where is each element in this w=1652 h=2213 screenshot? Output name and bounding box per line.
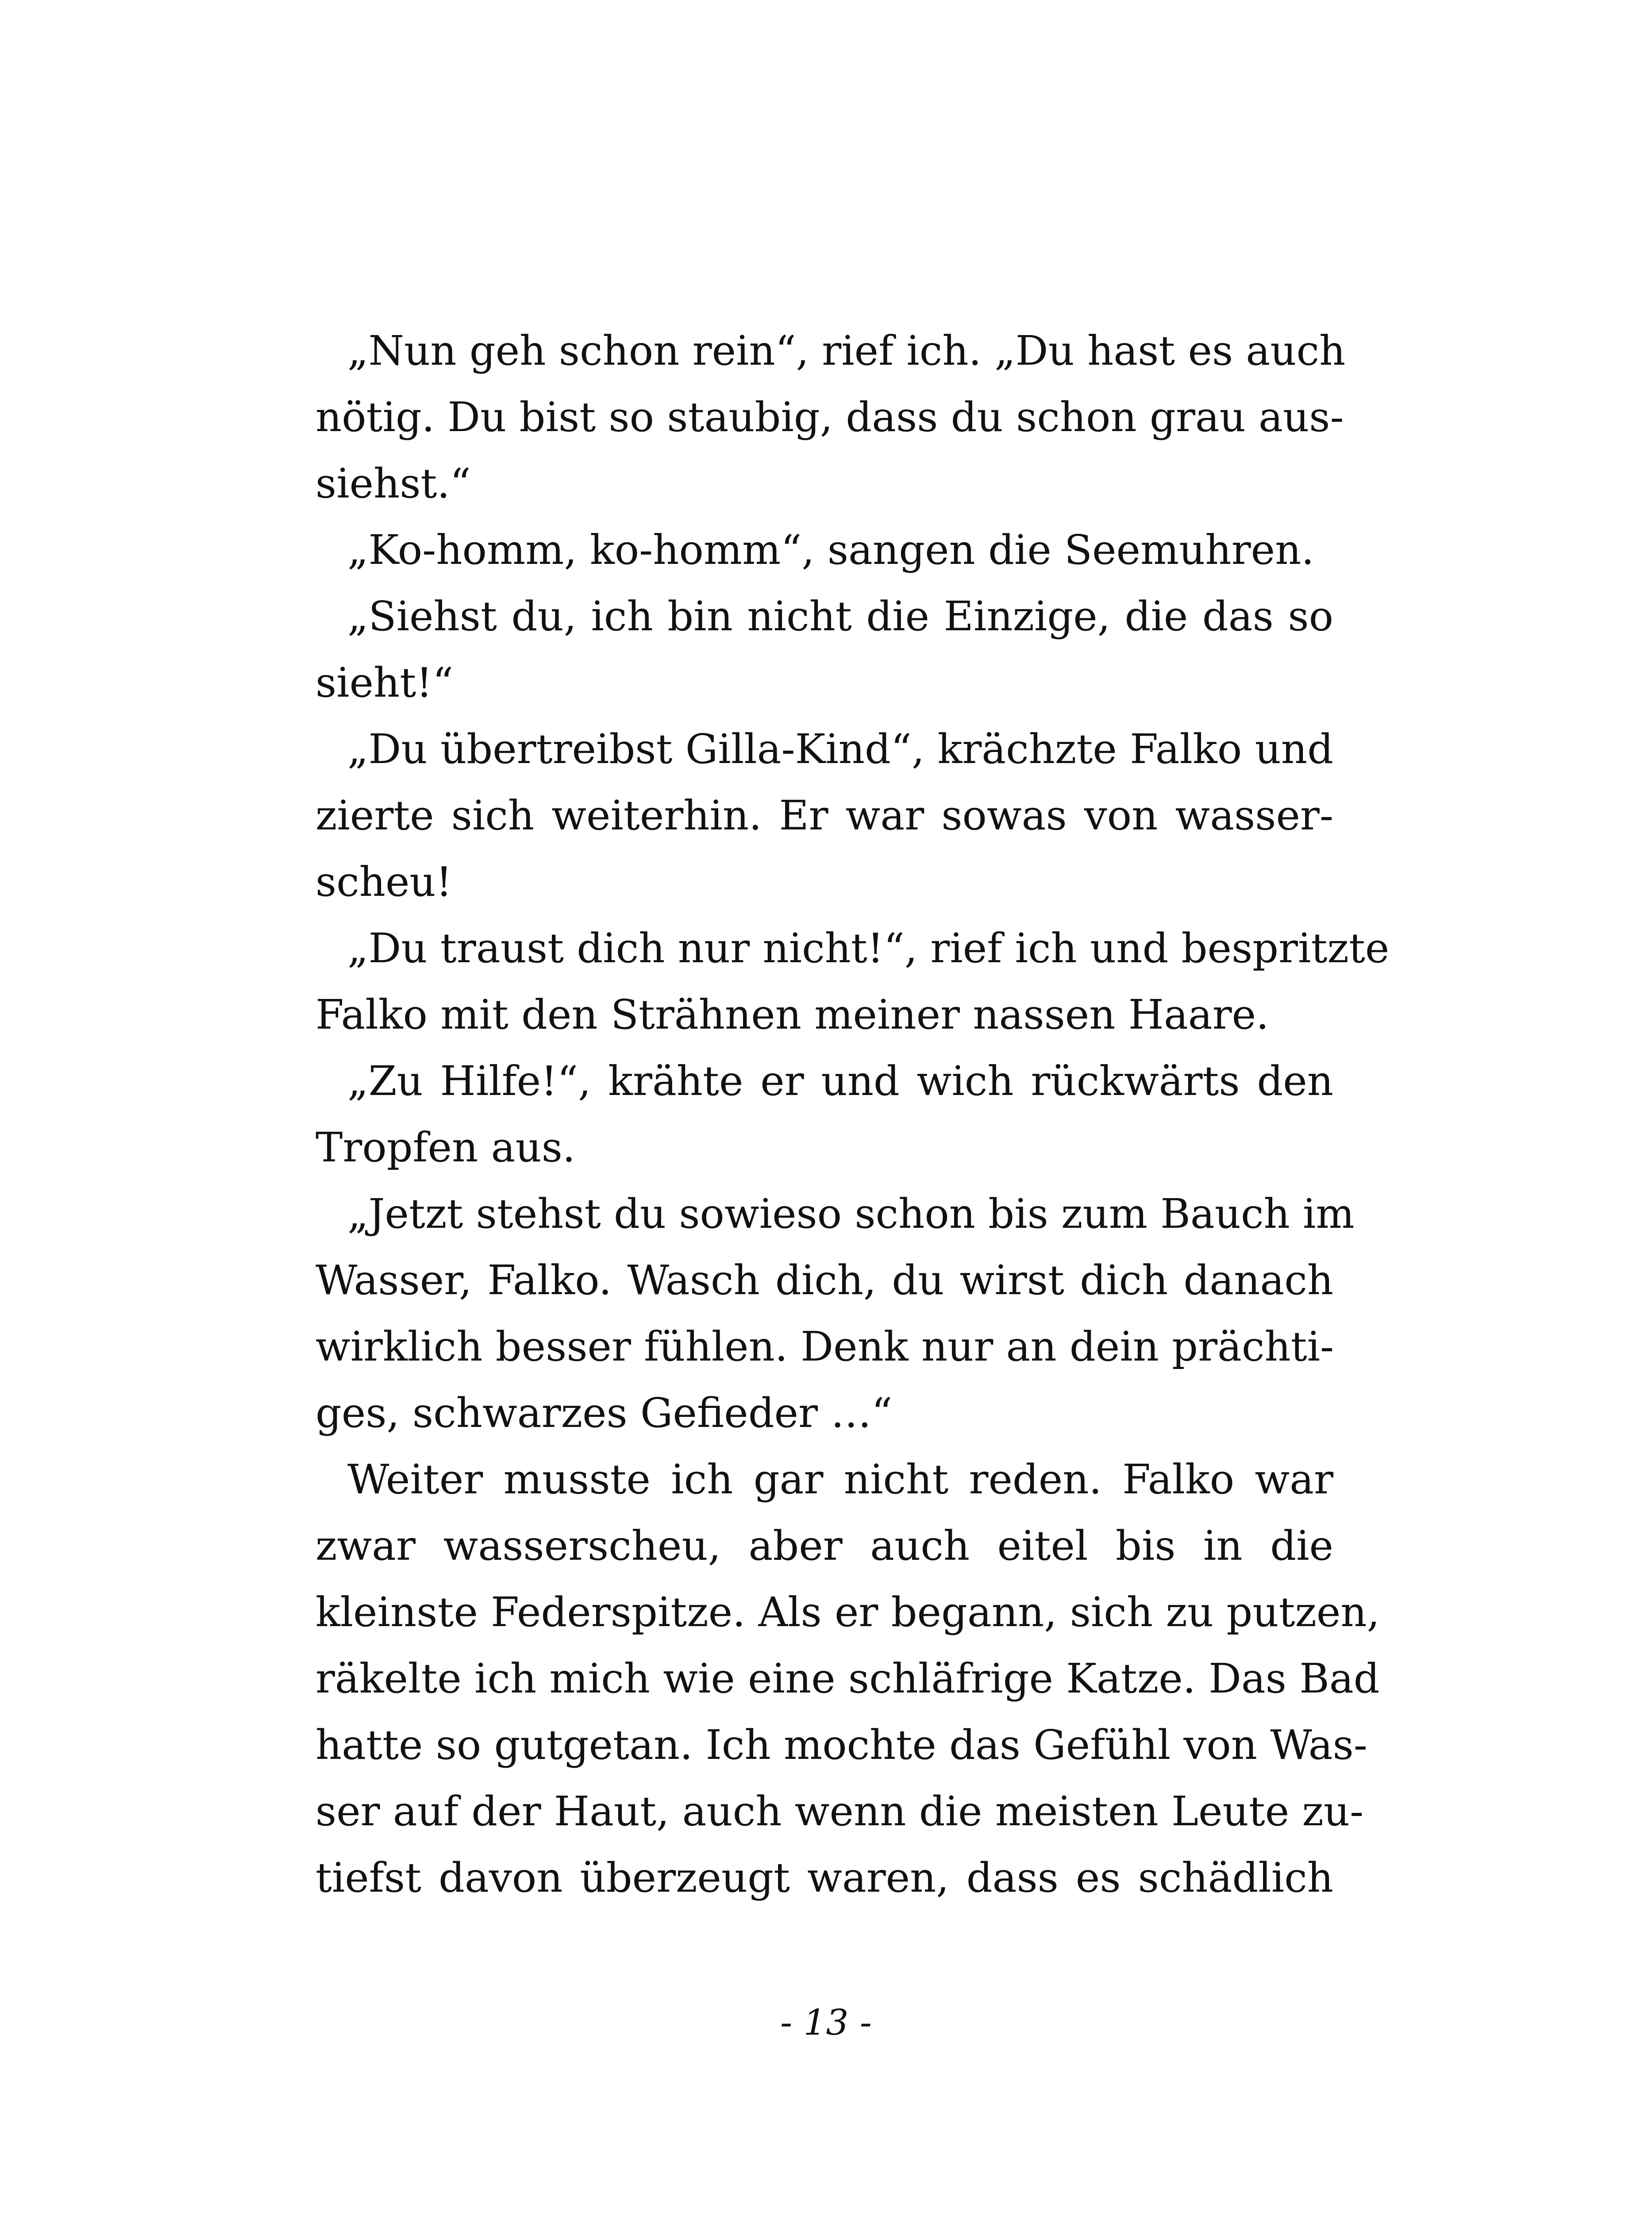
text-line: zierte sich weiterhin. Er war sowas von wasser-	[316, 792, 1333, 839]
text-line: „Jetzt stehst du sowieso schon bis zum Bauch im	[347, 1190, 1355, 1238]
page-number: - 13 -	[780, 2002, 872, 2043]
text-line: scheu!	[316, 858, 452, 906]
text-line: „Nun geh schon rein“, rief ich. „Du hast es auch	[347, 327, 1346, 374]
text-line: „Du traust dich nur nicht!“, rief ich und bespritzte	[347, 925, 1390, 972]
text-line: Wasser, Falko. Wasch dich, du wirst dich danach	[316, 1257, 1333, 1304]
text-line: „Du übertreibst Gilla-Kind“, krächzte Falko und	[347, 725, 1333, 773]
text-line: nötig. Du bist so staubig, dass du schon grau aus-	[316, 393, 1344, 441]
text-line: zwar wasserscheu, aber auch eitel bis in die	[316, 1522, 1333, 1569]
text-line: ser auf der Haut, auch wenn die meisten Leute zu-	[316, 1788, 1364, 1835]
text-line: sieht!“	[316, 659, 454, 706]
text-line: siehst.“	[316, 460, 471, 507]
text-line: Falko mit den Strähnen meiner nassen Haare.	[316, 991, 1269, 1038]
text-line: Weiter musste ich gar nicht reden. Falko war	[347, 1456, 1333, 1503]
text-line: tiefst davon überzeugt waren, dass es schädlich	[316, 1854, 1333, 1901]
text-line: kleinste Federspitze. Als er begann, sich zu putzen,	[316, 1588, 1380, 1636]
text-line: ges, schwarzes Gefieder …“	[316, 1389, 893, 1437]
text-line: wirklich besser fühlen. Denk nur an dein prächti-	[316, 1323, 1334, 1370]
text-line: „Zu Hilfe!“, krähte er und wich rückwärts den	[347, 1057, 1333, 1105]
text-line: hatte so gutgetan. Ich mochte das Gefühl von Was-	[316, 1721, 1367, 1769]
text-line: „Siehst du, ich bin nicht die Einzige, die das so	[347, 593, 1333, 640]
text-line: räkelte ich mich wie eine schläfrige Katze. Das Bad	[316, 1655, 1380, 1702]
text-line: Tropfen aus.	[316, 1124, 576, 1171]
text-line: „Ko-homm, ko-homm“, sangen die Seemuhren.	[347, 526, 1314, 574]
body-text	[316, 318, 1390, 1911]
